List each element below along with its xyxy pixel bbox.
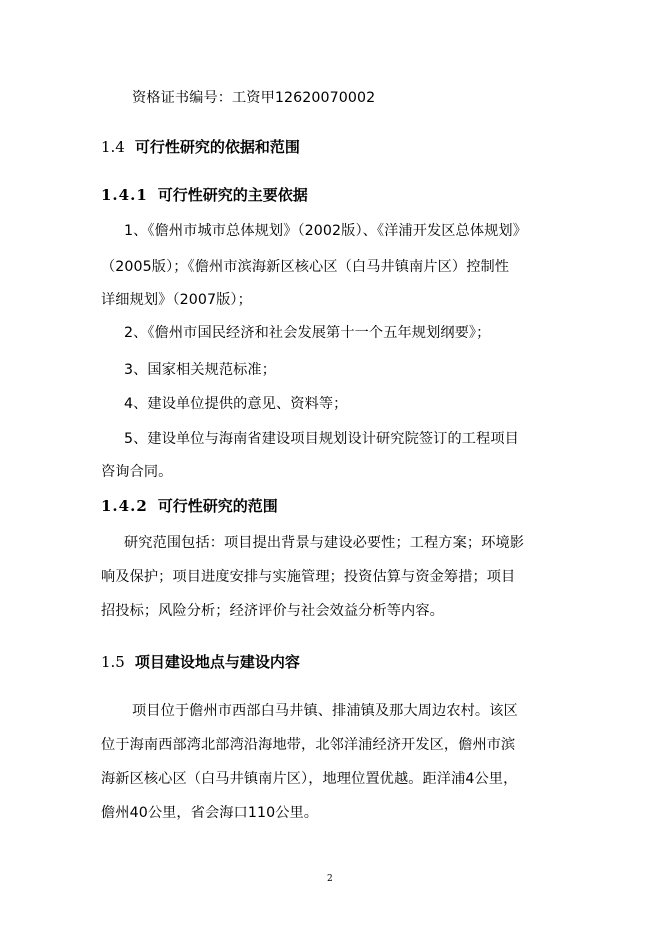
section-1-4-1-title: 可行性研究的主要依据 <box>157 186 308 204</box>
section-1-4-1-heading <box>101 185 308 205</box>
section-1-4-2-title: 可行性研究的范围 <box>157 497 278 515</box>
basis-line-4: 2、《儋州市国民经济和社会发展第十一个五年规划纲要》； <box>124 325 491 341</box>
basis-line-1: 1、《儋州市城市总体规划》（2002版）、《洋浦开发区总体规划》 <box>124 223 527 239</box>
section-1-5-title: 项目建设地点与建设内容 <box>134 653 300 671</box>
scope-line-2: 响及保护；项目进度安排与实施管理；投资估算与资金筹措；项目 <box>101 569 516 585</box>
basis-line-2: （2005版）；《儋州市滨海新区核心区（白马井镇南片区）控制性 <box>101 259 510 275</box>
section-1-5-number: 1.5 <box>101 653 125 671</box>
basis-line-6: 4、建设单位提供的意见、资料等； <box>124 396 348 412</box>
section-1-4-2-heading <box>101 496 278 516</box>
basis-line-8: 咨询合同。 <box>101 464 173 480</box>
section-1-4-2-number: 1.4.2 <box>101 497 148 515</box>
location-line-1: 项目位于儋州市西部白马井镇、排浦镇及那大周边农村。该区 <box>132 703 518 719</box>
location-line-3: 海新区核心区（白马井镇南片区），地理位置优越。距洋浦4公里， <box>101 771 518 787</box>
section-1-4-heading <box>101 137 300 157</box>
scope-line-3: 招投标；风险分析；经济评价与社会效益分析等内容。 <box>101 603 444 619</box>
basis-line-3: 详细规划》（2007版）； <box>101 292 252 308</box>
section-1-5-heading <box>101 652 300 672</box>
location-line-2: 位于海南西部湾北部湾沿海地带，北邻洋浦经济开发区，儋州市滨 <box>101 737 516 753</box>
section-1-4-number: 1.4 <box>101 138 125 156</box>
basis-line-5: 3、国家相关规范标准； <box>124 362 277 378</box>
scope-line-1: 研究范围包括：项目提出背景与建设必要性；工程方案；环境影 <box>124 535 525 551</box>
page-number: 2 <box>327 874 333 884</box>
basis-line-7: 5、建设单位与海南省建设项目规划设计研究院签订的工程项目 <box>124 431 519 447</box>
certificate-number: 资格证书编号：工资甲12620070002 <box>132 90 376 106</box>
section-1-4-title: 可行性研究的依据和范围 <box>134 138 300 156</box>
section-1-4-1-number: 1.4.1 <box>101 186 148 204</box>
location-line-4: 儋州40公里，省会海口110公里。 <box>101 805 319 821</box>
